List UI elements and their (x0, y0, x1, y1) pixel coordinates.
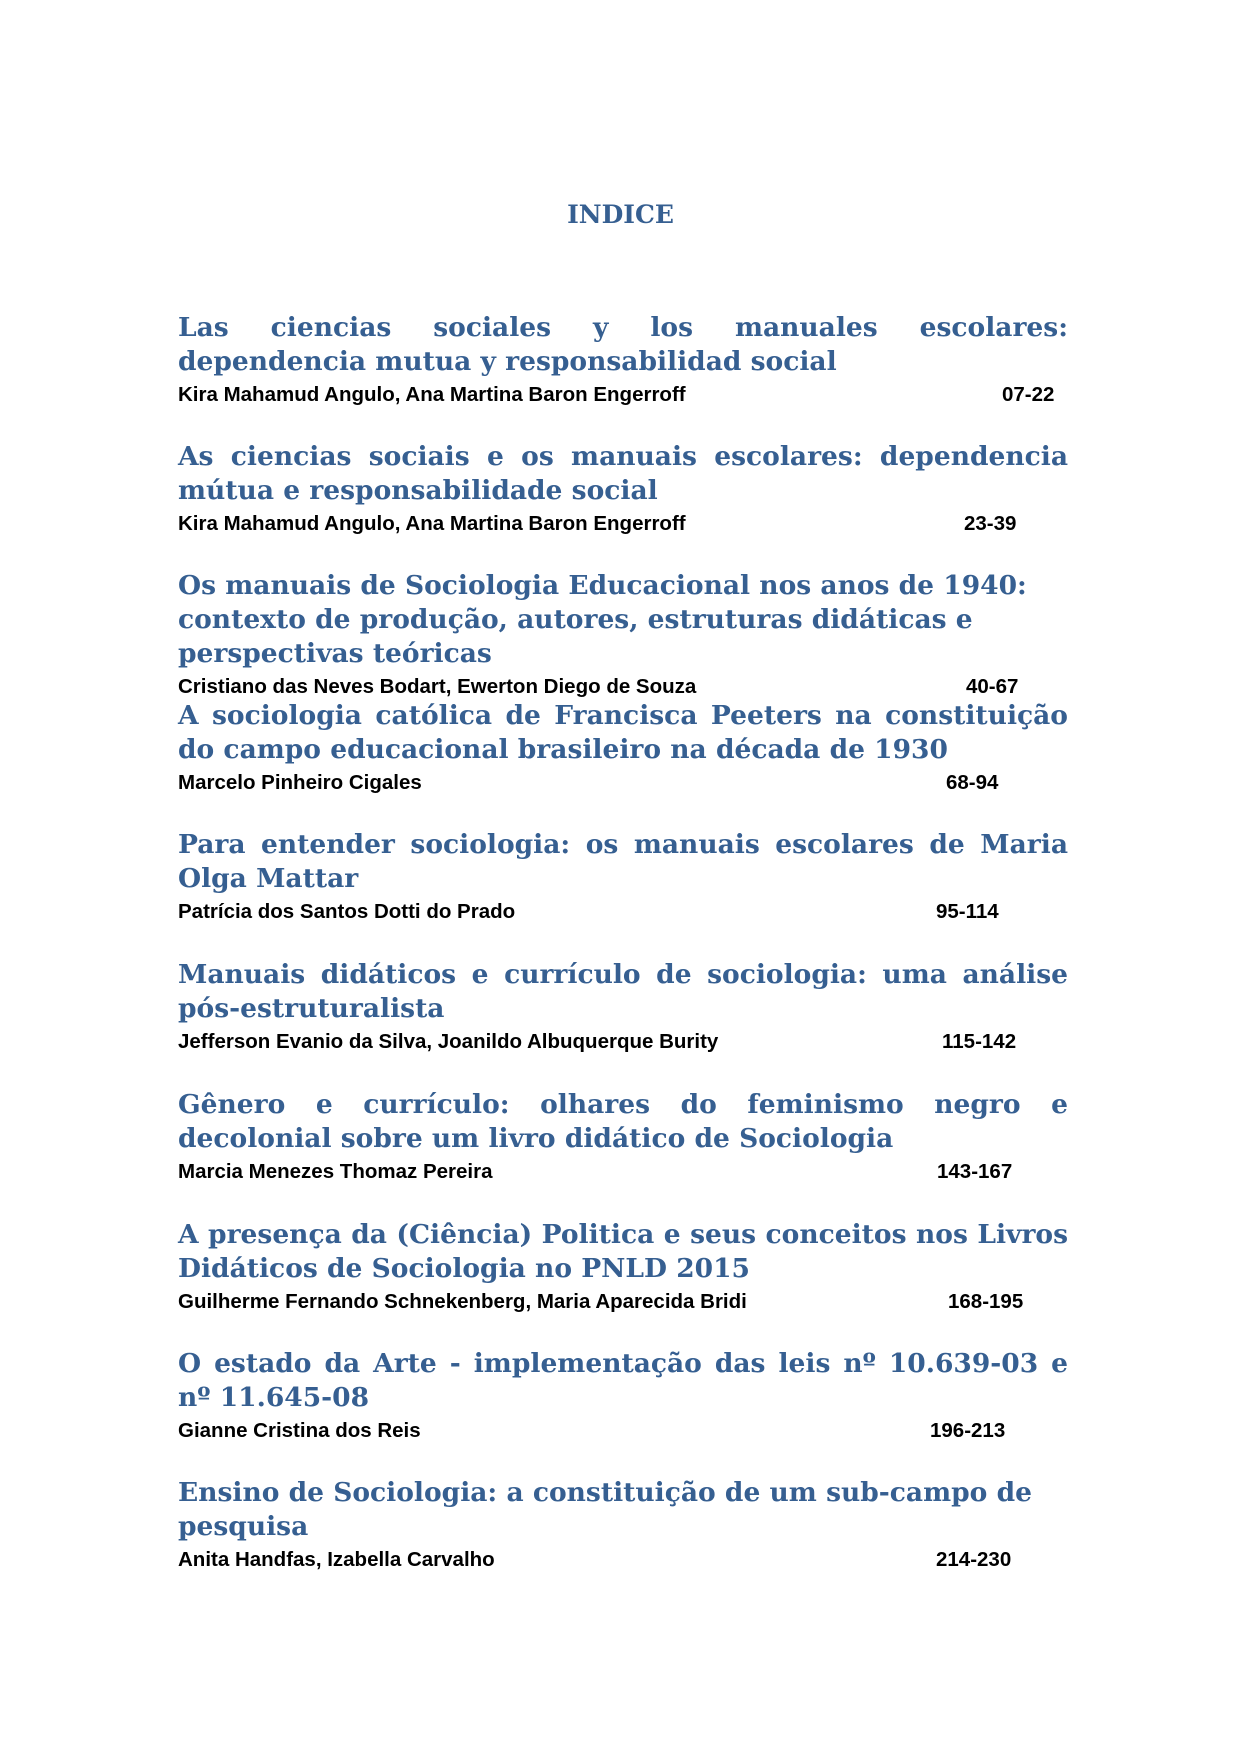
entry-byline (178, 1545, 1068, 1575)
entry-authors: Marcia Menezes Thomaz Pereira (178, 1160, 493, 1183)
entry-title: As ciencias sociais e os manuais escolares: dependencia mútua e responsabilidade social (178, 441, 1068, 506)
toc-entry-10 (178, 1476, 1068, 1575)
entry-authors: Anita Handfas, Izabella Carvalho (178, 1548, 495, 1571)
toc-entry-2 (178, 440, 1068, 539)
entry-pages: 168-195 (948, 1290, 1024, 1313)
entry-byline (178, 1287, 1068, 1317)
entry-byline (178, 380, 1068, 410)
entry-authors: Kira Mahamud Angulo, Ana Martina Baron Engerroff (178, 512, 686, 535)
toc-entry-7 (178, 1088, 1068, 1187)
entry-title: Manuais didáticos e currículo de sociologia: uma análise pós-estruturalista (178, 959, 1068, 1024)
entry-byline (178, 672, 1068, 702)
entry-pages: 196-213 (930, 1419, 1006, 1442)
toc-entry-3 (178, 569, 1068, 702)
entry-byline (178, 768, 1068, 798)
entry-authors: Cristiano das Neves Bodart, Ewerton Diego de Souza (178, 675, 697, 698)
entry-pages: 68-94 (946, 771, 999, 794)
entry-pages: 07-22 (1002, 383, 1055, 406)
entry-title: O estado da Arte - implementação das leis nº 10.639-03 e nº 11.645-08 (178, 1348, 1068, 1413)
entry-pages: 23-39 (964, 512, 1017, 535)
entry-authors: Patrícia dos Santos Dotti do Prado (178, 900, 516, 923)
entry-title: Gênero e currículo: olhares do feminismo negro e decolonial sobre um livro didático de Sociologia (178, 1089, 1068, 1154)
toc-entry-9 (178, 1347, 1068, 1446)
entry-byline (178, 897, 1068, 927)
entry-title: Os manuais de Sociologia Educacional nos anos de 1940: contexto de produção, autores, estruturas didáticas e perspectivas teóricas (178, 570, 1027, 669)
page-title: INDICE (567, 200, 674, 229)
entry-authors: Marcelo Pinheiro Cigales (178, 771, 422, 794)
toc-entry-1 (178, 311, 1068, 410)
entry-title: Ensino de Sociologia: a constituição de um sub-campo de pesquisa (178, 1477, 1032, 1542)
entry-title: A sociologia católica de Francisca Peeters na constituição do campo educacional brasileiro na década de 1930 (178, 700, 1068, 765)
entry-title: Las ciencias sociales y los manuales escolares: dependencia mutua y responsabilidad social (178, 312, 1068, 377)
entry-pages: 95-114 (936, 900, 999, 923)
entry-authors: Guilherme Fernando Schnekenberg, Maria Aparecida Bridi (178, 1290, 747, 1313)
entry-authors: Jefferson Evanio da Silva, Joanildo Albuquerque Burity (178, 1030, 719, 1053)
entry-pages: 40-67 (966, 675, 1019, 698)
entry-byline (178, 1157, 1068, 1187)
entry-byline (178, 509, 1068, 539)
toc-entry-4 (178, 699, 1068, 798)
entry-authors: Gianne Cristina dos Reis (178, 1419, 421, 1442)
entry-pages: 143-167 (937, 1160, 1013, 1183)
toc-entry-8 (178, 1218, 1068, 1317)
entry-pages: 115-142 (942, 1030, 1017, 1053)
entry-title: Para entender sociologia: os manuais escolares de Maria Olga Mattar (178, 829, 1068, 894)
entry-authors: Kira Mahamud Angulo, Ana Martina Baron Engerroff (178, 383, 686, 406)
entry-title: A presença da (Ciência) Politica e seus conceitos nos Livros Didáticos de Sociologia no PNLD 2015 (178, 1219, 1068, 1284)
entry-pages: 214-230 (936, 1548, 1012, 1571)
entry-byline (178, 1416, 1068, 1446)
toc-entry-5 (178, 828, 1068, 927)
entry-byline (178, 1027, 1068, 1057)
toc-entry-6 (178, 958, 1068, 1057)
